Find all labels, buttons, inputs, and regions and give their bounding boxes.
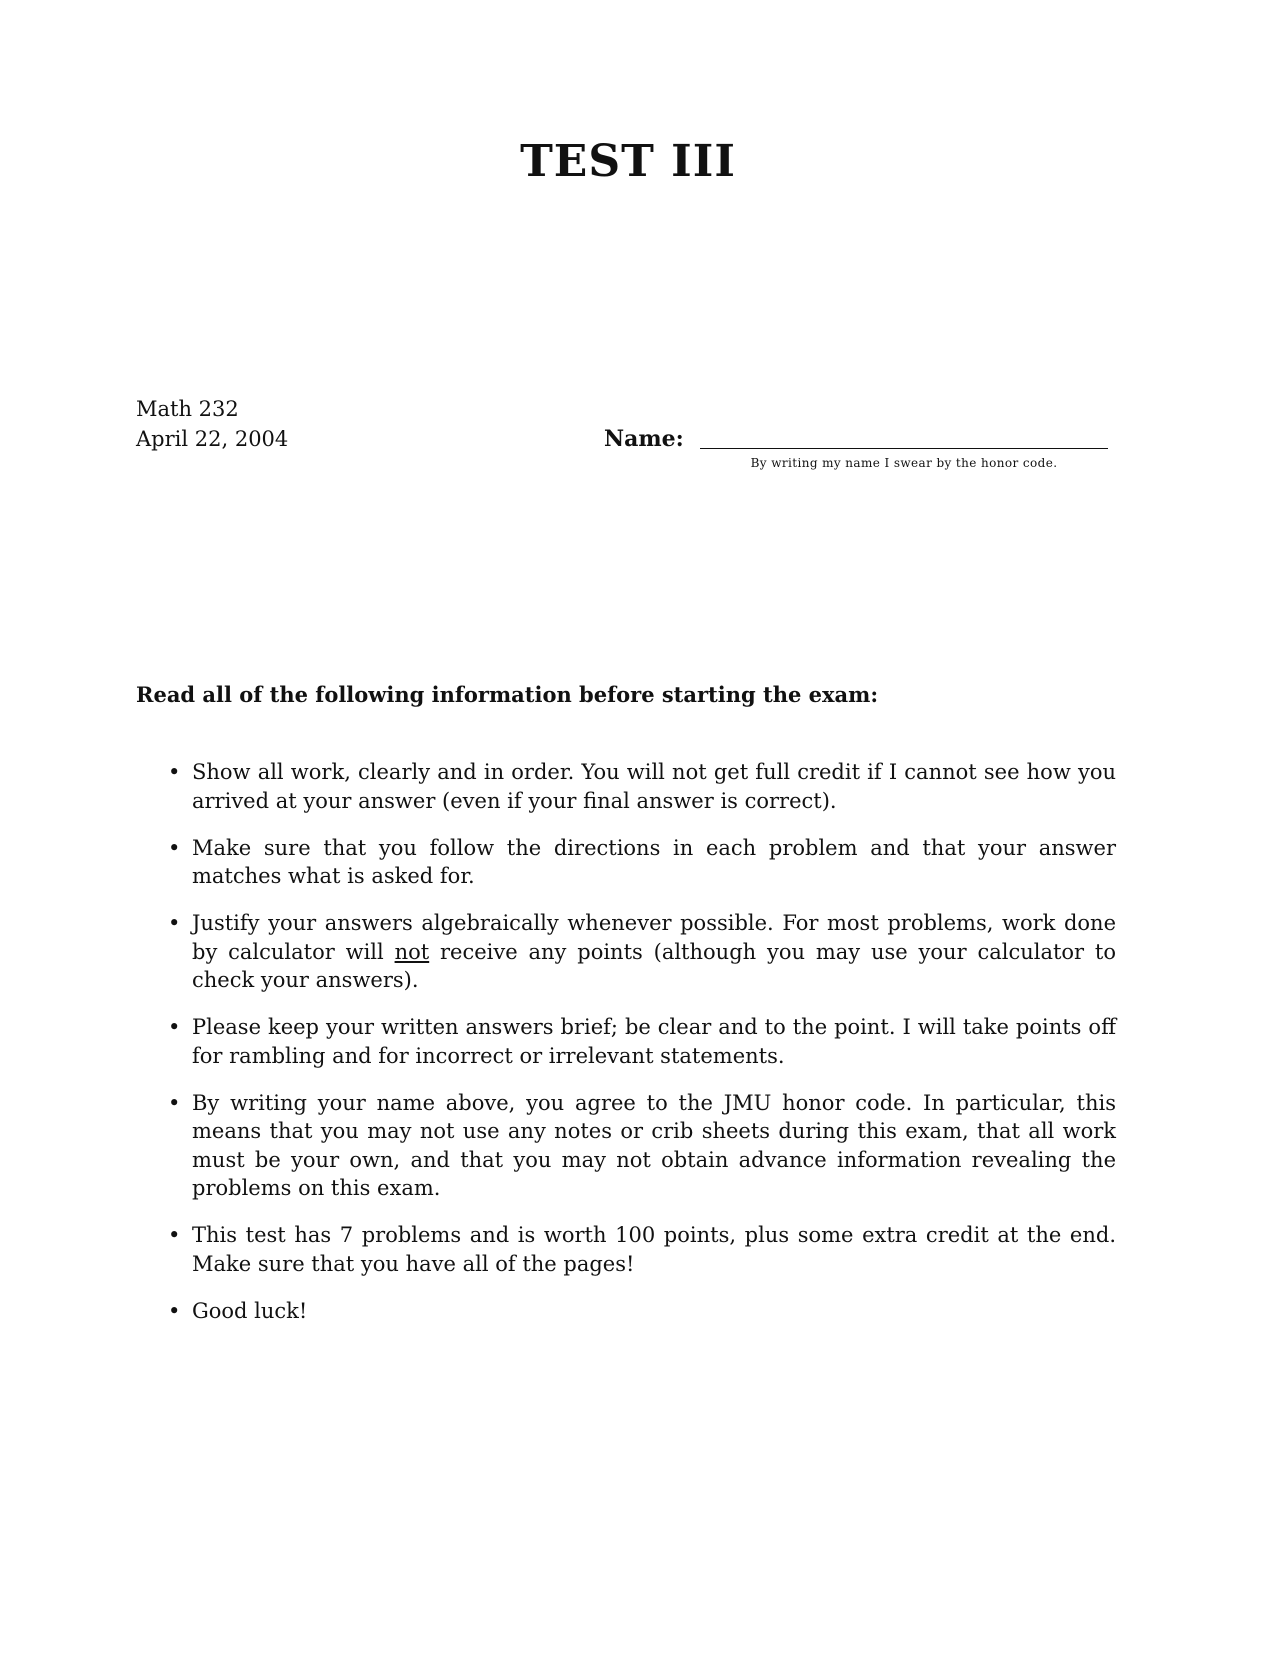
exam-title: TEST III <box>520 136 736 187</box>
bullet-icon: • <box>168 835 181 860</box>
exam-date: April 22, 2004 <box>136 427 289 451</box>
instruction-text-before: Justify your answers algebraically whenever possible. For most problems, work done by calculator will <box>192 911 1116 964</box>
bullet-icon: • <box>168 1090 181 1115</box>
bullet-icon: • <box>168 760 181 784</box>
instruction-text: By writing your name above, you agree to the JMU honor code. In particular, this means that you may not use any notes or crib sheets during this exam, that all work must be your own, and that you may not obtain advance information revealing the problems on this exam. <box>192 1090 1116 1200</box>
instruction-text: This test has 7 problems and is worth 100 points, plus some extra credit at the end. Make sure that you have all of the pages! <box>192 1223 1116 1276</box>
instruction-emphasis: not <box>394 939 430 964</box>
instruction-item <box>136 909 1116 995</box>
instruction-text: Good luck! <box>192 1298 308 1323</box>
name-label: Name: <box>604 426 684 452</box>
instruction-text <box>192 911 1116 992</box>
instructions-heading: Read all of the following information before starting the exam: <box>136 682 879 707</box>
honor-code-note: By writing my name I swear by the honor code. <box>750 456 1058 470</box>
instruction-text: Show all work, clearly and in order. You will not get full credit if I cannot see how you arrived at your answer (even if your final answer is correct). <box>192 760 1116 813</box>
instruction-text: Make sure that you follow the directions in each problem and that your answer matches what is asked for. <box>192 835 1116 888</box>
bullet-icon: • <box>168 911 181 935</box>
instruction-item <box>136 1297 1116 1326</box>
instruction-item <box>136 1221 1116 1278</box>
name-signature-block <box>604 424 1114 484</box>
instruction-item <box>136 1089 1116 1203</box>
course-info <box>136 394 288 454</box>
bullet-icon: • <box>168 1015 181 1039</box>
instructions-list <box>136 758 1116 1344</box>
bullet-icon: • <box>168 1298 181 1323</box>
course-name: Math 232 <box>136 397 239 421</box>
instruction-text-after: receive any points (although you may use your calculator to check your answers). <box>192 939 1116 992</box>
name-line <box>700 448 1108 449</box>
instruction-item <box>136 758 1116 815</box>
bullet-icon: • <box>168 1223 181 1247</box>
instruction-item <box>136 1013 1116 1070</box>
instruction-text: Please keep your written answers brief; be clear and to the point. I will take points off for rambling and for incorrect or irrelevant statements. <box>192 1015 1116 1068</box>
instruction-item <box>136 834 1116 891</box>
